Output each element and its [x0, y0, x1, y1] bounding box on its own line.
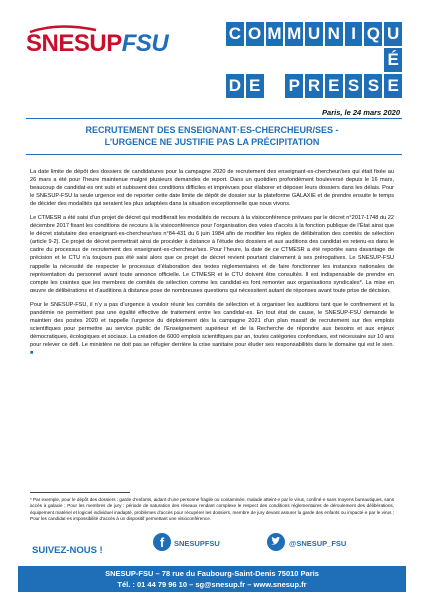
press-title-spacer — [285, 48, 303, 72]
press-title-letter: E — [325, 74, 343, 98]
press-title-letter: C — [226, 22, 244, 46]
footer-contact[interactable]: Tél. : 01 44 79 96 10 – sg@snesup.fr – www.snesup.fr — [117, 579, 307, 589]
follow-us-label: SUIVEZ-NOUS ! — [32, 545, 103, 556]
facebook-link[interactable]: SNESUPFSU — [174, 539, 220, 548]
press-title-spacer — [345, 48, 363, 72]
press-title-spacer — [266, 48, 284, 72]
footnote: * Par exemple, pour le dépôt des dossiers : garde d’enfants, aidant d’une personne fragile ou contaminée, malade atteint·e par le virus, confiné·e sans moyens bureautiques, sans accès à galaxie ; Pour les membres de jury : période de saturation des réseaux rendant complexe le respect des conditions réglementaires de déroulement des délibérations, équipement matériel et logiciel individuel inadapté, problèmes d’accès pour récupérer les dossiers, membre de jury devant assurer la garde des enfants ou impacté·e par le virus ; Pour les candidat·es impossibilité d’accès à un dispositif permettant une visioconférence. — [30, 497, 394, 521]
headline-line-1: RECRUTEMENT DES ENSEIGNANT·ES-CHERCHEUR/SES - — [85, 125, 339, 135]
article-body — [30, 168, 394, 363]
press-title-letter: S — [364, 74, 382, 98]
twitter-bird-icon — [267, 533, 285, 551]
paragraph-text: Pour le SNESUP-FSU, il n’y a pas d’urgence à vouloir réunir les comités de sélection et à organiser les auditions tant que le confinement et la pandémie ne permettent pas une égalité effective de traitement entre les candidat·es. En tout état de cause, le SNESUP-FSU demande le maintien des postes 2020 et rappelle l’urgence du déploiement dès la campagne 2021 d’un plan massif de recrutement sur des emplois scientifiques pour permettre au service public de l’Enseignement supérieur et de la Recherche de répondre aux besoins et aux enjeux démocratiques, écologiques et sociaux. La création de 6000 emplois scientifiques par an, toutes catégories confondues, est nécessaire sur 10 ans pour relever ce défi. Le ministère ne doit pas se réfugier derrière la crise sanitaire pour éluder ses responsabilités dans le domaine qui est le sien. — [30, 301, 394, 348]
headline-divider — [26, 154, 402, 155]
paragraph — [30, 301, 394, 357]
footer-address: SNESUP-FSU – 78 rue du Faubourg-Saint-Denis 75010 Paris — [105, 569, 319, 578]
twitter-icon[interactable] — [267, 533, 285, 551]
press-title-letter: R — [305, 74, 323, 98]
logo-snesup-text: SNESUP — [26, 30, 122, 57]
end-mark-icon: ■ — [30, 349, 34, 356]
press-title-spacer — [226, 48, 244, 72]
press-title-letter: I — [345, 22, 363, 46]
footnote-divider — [30, 492, 130, 493]
press-title-letter: E — [384, 74, 402, 98]
press-title-letter: S — [345, 74, 363, 98]
paragraph: Le CTMESR a été saisi d’un projet de décret qui modifierait les modalités de recours à la visioconférence prévues par le décret n°2017-1748 du 22 décembre 2017 fixant les conditions de recours à la visioconférence pour l’organisation des voies d’accès à la fonction publique de l’État ainsi que le décret statutaire des enseignant·es-chercheur/ses n°84-431 du 6 juin 1984 afin de modifier les règles de délibération des comités de sélection (article 9-2). Ce projet de décret permettrait ainsi de procéder à distance à l’étude des dossiers et aux auditions des candidat·es retenu·es dans le cadre du processus de recrutement des enseignant·es-chercheur/ses. Pour l’heure, la date de ce CTMESR a été reportée sans davantage de précision et le CTU n’a toujours pas été saisi alors que ce projet de décret revient pourtant clairement à ses prérogatives. Le SNESUP-FSU rappelle la nécessité de respecter le processus d’élaboration des textes réglementaires et de faire fonctionner les instances nationales de représentation du personnel avant toute annonce officielle. Le CTMESR et le CTU doivent être consultés. Il est indispensable de prendre en compte les craintes que les membres de comités de sélection comme les candidat·es font remonter aux organisations syndicales*. La mise en œuvre de délibérations et d’auditions à distance pose de nombreuses questions qui nécessitent autant de réponses avant toute prise de décision. — [30, 215, 394, 294]
logo-wordmark — [26, 32, 168, 56]
press-title-spacer — [325, 48, 343, 72]
press-title-letter: U — [305, 22, 323, 46]
press-title-row-2 — [226, 74, 402, 98]
press-title-spacer — [246, 48, 264, 72]
press-title-letter: D — [226, 74, 244, 98]
press-title-spacer — [266, 74, 284, 98]
press-title-letter: M — [266, 22, 284, 46]
paragraph: La date limite de dépôt des dossiers de candidatures pour la campagne 2020 de recrutement des enseignant·es-chercheur/ses qui était fixée au 26 mars a été pour l’heure maintenue malgré plusieurs demandes de report. Dans un quotidien profondément bouleversé depuis le 16 mars, beaucoup de candidat·es ont subi et subissent des conditions difficiles et imprévues pour élaborer et déposer leurs dossiers dans les délais. Pour le SNESUP-FSU la seule urgence est de reporter cette date limite de dépôt de dossier sur la plateforme GALAXIE et de prendre ensuite le temps de décider des modalités qui seraient les plus adaptées dans la situation exceptionnelle que nous vivons. — [30, 169, 394, 208]
press-title-spacer — [364, 48, 382, 72]
press-title-row-1 — [226, 22, 402, 46]
press-title-letter: É — [384, 48, 402, 72]
twitter-link[interactable]: @SNESUP_FSU — [289, 539, 347, 548]
snesup-fsu-logo — [26, 24, 169, 68]
top-divider — [26, 118, 402, 119]
press-title-row-1b — [226, 48, 402, 72]
press-title-letter: O — [246, 22, 264, 46]
headline — [30, 124, 394, 148]
press-release-title — [226, 22, 402, 100]
press-title-letter: P — [285, 74, 303, 98]
press-title-letter: E — [246, 74, 264, 98]
facebook-icon[interactable]: f — [153, 533, 171, 551]
press-title-letter: M — [285, 22, 303, 46]
press-title-letter: U — [384, 22, 402, 46]
press-title-spacer — [305, 48, 323, 72]
press-title-letter: N — [325, 22, 343, 46]
logo-fsu-text: FSU — [121, 30, 169, 57]
release-date: Paris, le 24 mars 2020 — [322, 108, 400, 117]
headline-line-2: L’URGENCE NE JUSTIFIE PAS LA PRÉCIPITATION — [104, 137, 320, 147]
footer-contact-bar — [18, 566, 406, 592]
press-title-letter: Q — [364, 22, 382, 46]
